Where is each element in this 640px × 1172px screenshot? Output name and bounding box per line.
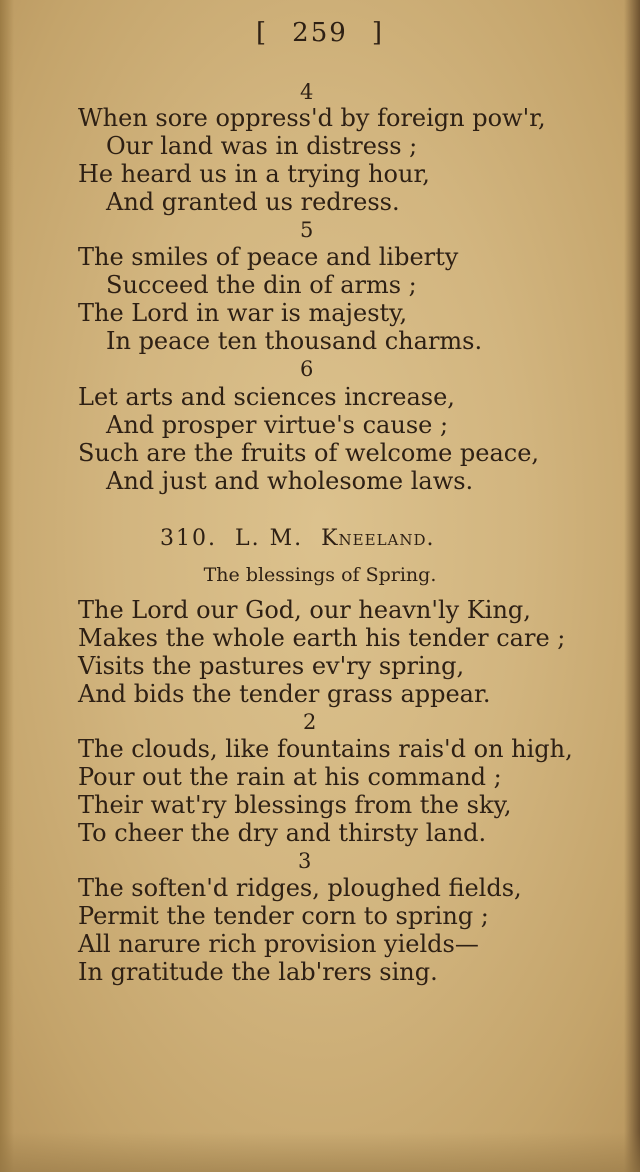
verse-line: The Lord our God, our heavn'ly King, [78,596,531,624]
verse-line: Their wat'ry blessings from the sky, [78,791,512,819]
verse-line: And bids the tender grass appear. [78,680,491,708]
bracket-left: [ [256,18,269,48]
verse-line: Let arts and sciences increase, [78,383,455,411]
hymn-number: 310. [160,526,217,551]
verse-line: In gratitude the lab'rers sing. [78,958,438,986]
page-edge-bottom-shadow [0,1132,640,1172]
stanza-number: 2 [303,710,317,734]
stanza-number: 3 [298,849,312,873]
verse-line: And granted us redress. [106,188,400,216]
verse-line: All narure rich provision yields— [78,930,479,958]
page-header [0,18,640,48]
verse-line: The soften'd ridges, ploughed fields, [78,874,522,902]
verse-line: Pour out the rain at his command ; [78,763,502,791]
verse-line: Visits the pastures ev'ry spring, [78,652,465,680]
stanza-number: 4 [300,80,314,104]
stanza-number: 5 [300,218,314,242]
page-edge-left-shadow [0,0,14,1172]
verse-line: Permit the tender corn to spring ; [78,902,489,930]
stanza-number: 6 [300,357,314,381]
hymn-tune: Kneeland. [321,526,435,551]
verse-line: The smiles of peace and liberty [78,243,459,271]
verse-line: Such are the fruits of welcome peace, [78,439,540,467]
verse-line: The clouds, like fountains rais'd on high, [78,735,573,763]
bracket-right: ] [371,18,384,48]
verse-line: And prosper virtue's cause ; [106,411,449,439]
hymn-meter: L. M. [234,526,304,551]
verse-line: In peace ten thousand charms. [106,327,483,355]
verse-line: He heard us in a trying hour, [78,160,430,188]
verse-line: And just and wholesome laws. [106,467,474,495]
verse-line: Succeed the din of arms ; [106,271,417,299]
verse-line: To cheer the dry and thirsty land. [78,819,487,847]
page-edge-right-shadow [624,0,640,1172]
hymn-title: The blessings of Spring. [203,564,437,586]
page-number: 259 [292,18,348,48]
verse-line: Our land was in distress ; [106,132,418,160]
verse-line: Makes the whole earth his tender care ; [78,624,566,652]
verse-line: When sore oppress'd by foreign pow'r, [78,104,546,132]
hymn-heading [160,526,435,551]
verse-line: The Lord in war is majesty, [78,299,408,327]
